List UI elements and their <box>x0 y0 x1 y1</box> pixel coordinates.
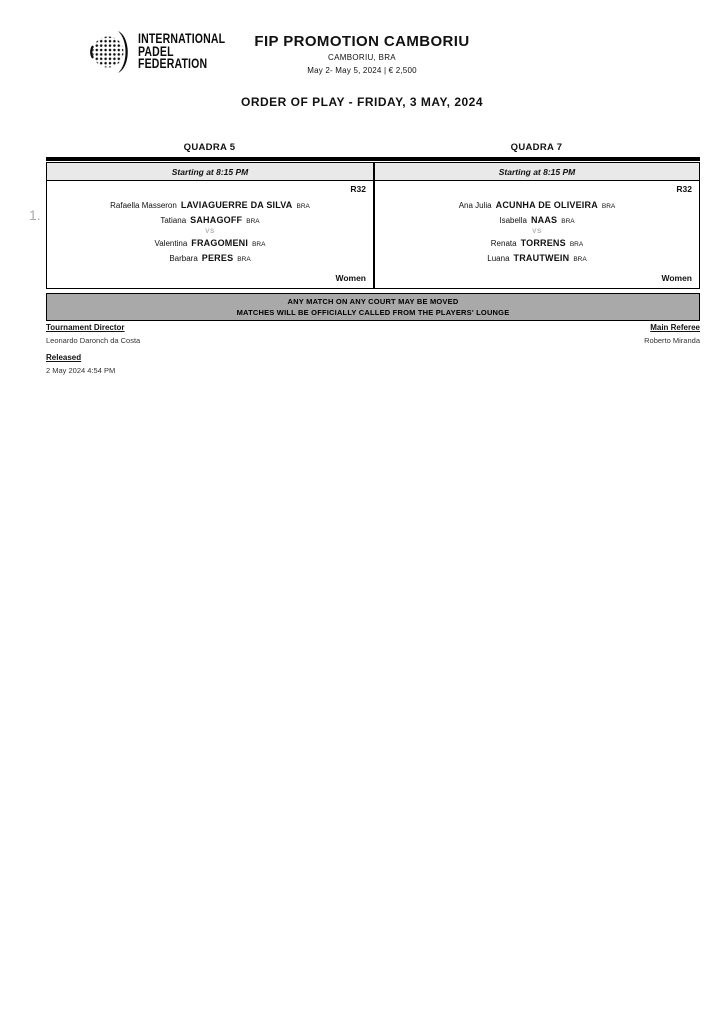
main-referee-name: Roberto Miranda <box>644 336 700 345</box>
match-row-number: 1. <box>29 207 41 223</box>
logo-line-2: PADEL <box>138 43 174 59</box>
logo-line-1: INTERNATIONAL <box>138 31 226 47</box>
tournament-header <box>0 33 724 75</box>
player-last-name: ACUNHA DE OLIVEIRA <box>495 200 598 210</box>
player-last-name: FRAGOMENI <box>191 238 249 248</box>
player-last-name: TRAUTWEIN <box>513 252 570 263</box>
event-location: CAMBORIU, BRA <box>328 53 396 62</box>
player-first-name: Valentina <box>154 239 188 248</box>
vs-label: VS <box>205 228 215 235</box>
tournament-director-label: Tournament Director <box>46 323 125 332</box>
notice-line-1: ANY MATCH ON ANY COURT MAY BE MOVED <box>287 297 459 306</box>
released-timestamp: 2 May 2024 4:54 PM <box>46 366 116 375</box>
player-last-name: NAAS <box>530 214 558 225</box>
player-first-name: Tatiana <box>160 215 187 225</box>
player-first-name: Luana <box>487 253 510 263</box>
players-block <box>54 200 366 267</box>
player-country: BRA <box>601 203 616 210</box>
table-top-bar <box>46 157 700 161</box>
vs-label: VS <box>532 228 542 235</box>
player-first-name: Isabella <box>499 215 527 225</box>
court-name-quadra-7: QUADRA 7 <box>510 142 563 153</box>
court-names-row <box>46 142 700 153</box>
footer-left <box>46 323 140 375</box>
start-time-quadra-5: Starting at 8:15 PM <box>47 163 373 181</box>
player-line <box>382 253 692 263</box>
player-country: BRA <box>569 241 584 248</box>
player-line <box>54 215 366 225</box>
player-first-name: Barbara <box>169 253 198 263</box>
player-country: BRA <box>237 255 251 263</box>
player-line <box>382 238 692 248</box>
player-first-name: Ana Julia <box>458 201 492 210</box>
round-label: R32 <box>676 184 692 194</box>
start-time-quadra-7: Starting at 8:15 PM <box>373 163 699 181</box>
player-last-name: TORRENS <box>520 238 566 248</box>
footer <box>46 323 700 375</box>
notice-line-2: MATCHES WILL BE OFFICIALLY CALLED FROM THE PLAYERS' LOUNGE <box>236 307 510 317</box>
player-line <box>382 200 692 210</box>
player-line <box>54 200 366 210</box>
player-country: BRA <box>561 217 575 225</box>
player-country: BRA <box>246 217 260 225</box>
main-referee-label: Main Referee <box>650 323 700 332</box>
player-first-name: Renata <box>490 239 517 248</box>
released-label: Released <box>46 353 82 362</box>
player-country: BRA <box>296 203 310 210</box>
round-label: R32 <box>350 184 366 194</box>
player-line <box>54 238 366 248</box>
player-first-name: Rafaella Masseron <box>110 201 177 210</box>
logo-line-3: FEDERATION <box>138 56 208 72</box>
player-line <box>382 215 692 225</box>
court-name-quadra-5: QUADRA 5 <box>183 142 236 153</box>
player-country: BRA <box>573 255 587 263</box>
match-cell-quadra-5 <box>47 181 373 288</box>
event-dates: May 2- May 5, 2024 | € 2,500 <box>307 66 417 75</box>
table-grid <box>46 162 700 289</box>
player-last-name: SAHAGOFF <box>190 214 243 225</box>
players-block <box>382 200 692 267</box>
order-of-play-title: ORDER OF PLAY - FRIDAY, 3 MAY, 2024 <box>240 95 484 109</box>
tournament-director-name: Leonardo Daronch da Costa <box>46 336 141 345</box>
category-label: Women <box>661 273 692 283</box>
player-line <box>54 253 366 263</box>
player-last-name: PERES <box>201 252 234 263</box>
event-title: FIP PROMOTION CAMBORIU <box>254 33 470 50</box>
footer-right <box>644 323 700 345</box>
player-last-name: LAVIAGUERRE DA SILVA <box>180 200 293 210</box>
player-country: BRA <box>252 241 266 248</box>
category-label: Women <box>335 273 366 283</box>
order-of-play-table <box>46 157 700 289</box>
notice-bar <box>46 293 700 321</box>
match-cell-quadra-7 <box>373 181 699 288</box>
